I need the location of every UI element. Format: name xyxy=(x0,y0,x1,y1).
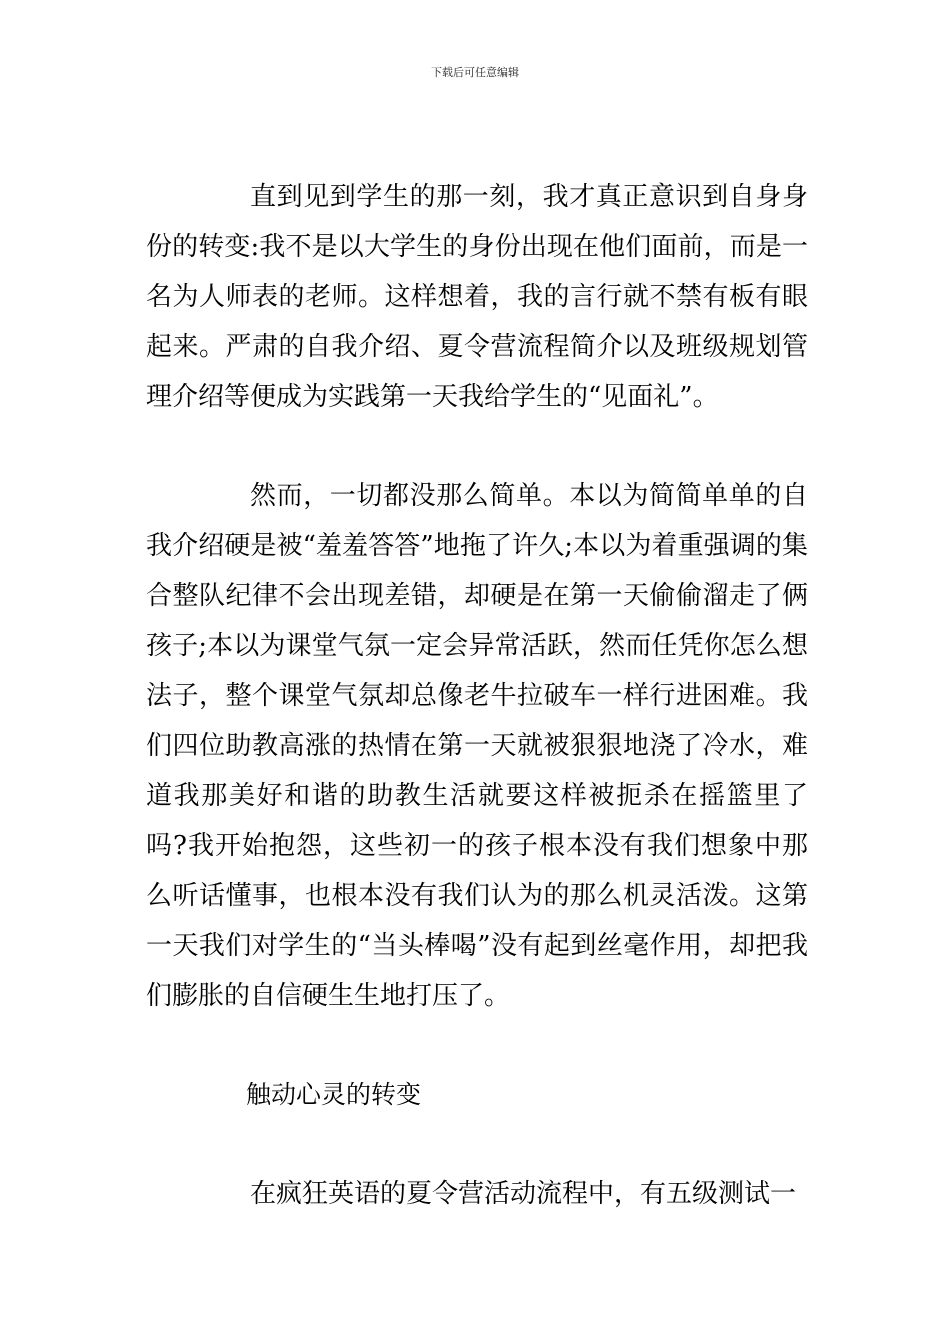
paragraph-2: 然而，一切都没那么简单。本以为简简单单的自我介绍硬是被“羞羞答答”地拖了许久;本以为着重强调的集合整队纪律不会出现差错，却硬是在第一天偷偷溜走了俩孩子;本以为课堂气氛一定会异常活跃，然而任凭你怎么想法子，整个课堂气氛却总像老牛拉破车一样行进困难。我们四位助教高涨的热情在第一天就被狠狠地浇了冷水，难道我那美好和谐的助教生活就要这样被扼杀在摇篮里了吗?我开始抱怨，这些初一的孩子根本没有我们想象中那么听话懂事，也根本没有我们认为的那么机灵活泼。这第一天我们对学生的“当头棒喝”没有起到丝毫作用，却把我们膨胀的自信硬生生地打压了。 xyxy=(146,481,808,1011)
paragraph-1: 直到见到学生的那一刻，我才真正意识到自身身份的转变:我不是以大学生的身份出现在他们面前，而是一名为人师表的老师。这样想着，我的言行就不禁有板有眼起来。严肃的自我介绍、夏令营流程简介以及班级规划管理介绍等便成为实践第一天我给学生的“见面礼”。 xyxy=(146,182,808,412)
page-header: 下载后可任意编辑 xyxy=(431,66,519,79)
paragraph-3: 在疯狂英语的夏令营活动流程中，有五级测试一 xyxy=(250,1179,797,1209)
section-heading: 触动心灵的转变 xyxy=(246,1080,422,1109)
paragraph-block xyxy=(146,172,808,422)
paragraph-block xyxy=(146,471,808,1021)
section-heading-block xyxy=(146,1070,808,1120)
paragraph-block xyxy=(146,1169,808,1219)
